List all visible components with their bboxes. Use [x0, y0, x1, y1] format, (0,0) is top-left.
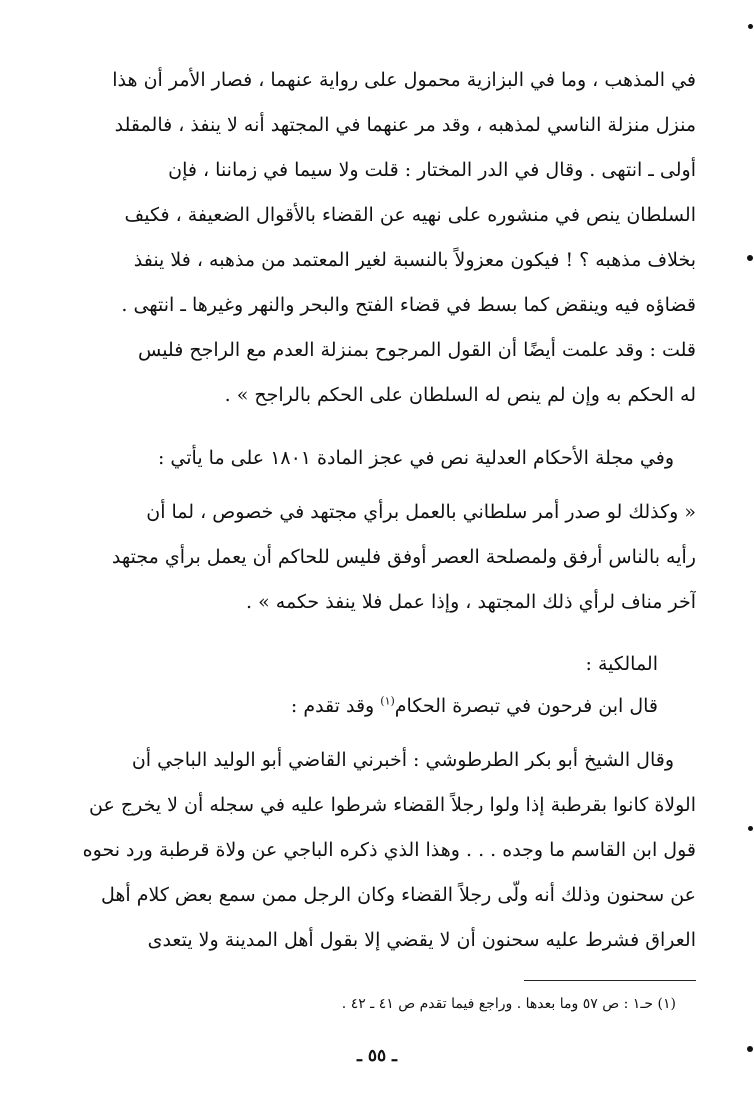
text-line: بخلاف مذهبه ؟ ! فيكون معزولاً بالنسبة لغير المعتمد من مذهبه ، فلا ينفذ: [133, 249, 696, 271]
paragraph-2: [60, 436, 696, 481]
text-line: وقال الشيخ أبو بكر الطرطوشي : أخبرني القاضي أبو الوليد الباجي أن: [131, 749, 674, 771]
text-line: له الحكم به وإن لم ينص له السلطان على الحكم بالراجح » .: [224, 384, 696, 406]
text-line: قلت : وقد علمت أيضًا أن القول المرجوح بمنزلة العدم مع الراجح فليس: [137, 339, 696, 361]
text-line: السلطان ينص في منشوره على نهيه عن القضاء بالأقوال الضعيفة ، فكيف: [124, 204, 696, 226]
footnote-reference: (١): [380, 694, 395, 708]
footnote-divider: [524, 980, 696, 981]
text-line: قول ابن القاسم ما وجده . . . وهذا الذي ذكره الباجي عن ولاة قرطبة ورد نحوه: [82, 839, 696, 861]
text-line: « وكذلك لو صدر أمر سلطاني بالعمل برأي مجتهد في خصوص ، لما أن: [146, 501, 696, 523]
text-line: منزل منزلة الناسي لمذهبه ، وقد مر عنهما في المجتهد أنه لا ينفذ ، فالمقلد: [114, 114, 696, 136]
footnote: (١) حـ١ : ص ٥٧ وما بعدها . وراجع فيما تقدم ص ٤١ ـ ٤٢ .: [341, 996, 676, 1012]
text-line: قضاؤه فيه وينقض كما بسط في قضاء الفتح والبحر والنهر وغيرها ـ انتهى .: [121, 294, 696, 316]
scan-speck: [747, 255, 753, 261]
paragraph-1: [60, 58, 696, 418]
scan-speck: [748, 826, 753, 831]
text-line: العراق فشرط عليه سحنون أن لا يقضي إلا بقول أهل المدينة ولا يتعدى: [147, 929, 696, 951]
text-line: أولى ـ انتهى . وقال في الدر المختار : قلت ولا سيما في زماننا ، فإن: [168, 159, 696, 181]
page-number: ـ ٥٥ ـ: [356, 1046, 398, 1066]
paragraph-3-quotation: [60, 490, 696, 625]
text-line: آخر مناف لرأي ذلك المجتهد ، وإذا عمل فلا ينفذ حكمه » .: [246, 591, 696, 613]
quote-intro-text: قال ابن فرحون في تبصرة الحكام: [394, 695, 658, 717]
section-heading-maliki: المالكية :: [585, 653, 658, 675]
scan-speck: [748, 24, 753, 29]
text-line: الولاة كانوا بقرطبة إذا ولوا رجلاً القضاء شرطوا عليه في سجله أن لا يخرج عن: [89, 794, 696, 816]
paragraph-4: [60, 738, 696, 963]
quote-intro-line: [291, 686, 658, 726]
quote-intro-tail: وقد تقدم :: [290, 695, 381, 717]
scan-speck: [747, 1046, 753, 1052]
text-line: وفي مجلة الأحكام العدلية نص في عجز المادة ١٨٠١ على ما يأتي :: [157, 447, 674, 469]
text-line: عن سحنون وذلك أنه ولّى رجلاً القضاء وكان الرجل ممن سمع بعض كلام أهل: [101, 884, 696, 906]
text-line: في المذهب ، وما في البزازية محمول على رواية عنهما ، فصار الأمر أن هذا: [112, 69, 696, 91]
text-line: رأيه بالناس أرفق ولمصلحة العصر أوفق فليس للحاكم أن يعمل برأي مجتهد: [111, 546, 696, 568]
